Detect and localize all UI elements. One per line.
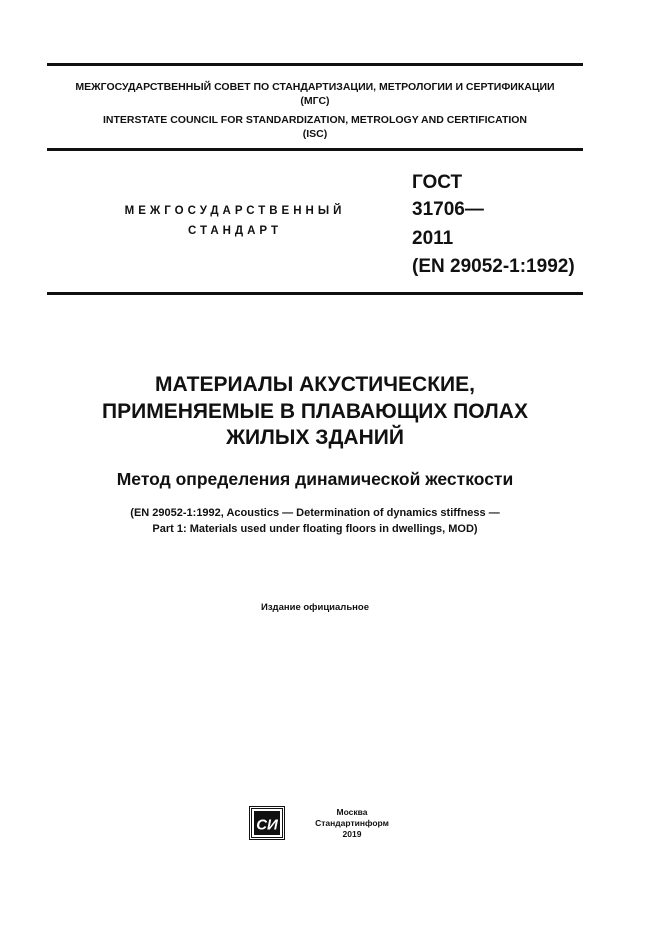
- top-rule: [47, 63, 583, 66]
- title-line-2: ПРИМЕНЯЕМЫЕ В ПЛАВАЮЩИХ ПОЛАХ: [102, 400, 528, 423]
- council-abbr-en: (ISC): [302, 128, 328, 140]
- council-name-en: INTERSTATE COUNCIL FOR STANDARDIZATION, METROLOGY AND CERTIFICATION: [102, 114, 528, 126]
- header-bottom-rule: [47, 148, 583, 151]
- standard-type-line1: МЕЖГОСУДАРСТВЕННЫЙ: [124, 205, 346, 217]
- en-title-line-1: (EN 29052-1:1992, Acoustics — Determination of dynamics stiffness —: [130, 507, 500, 519]
- gost-en-reference: (EN 29052-1:1992): [412, 256, 575, 277]
- council-name-ru: МЕЖГОСУДАРСТВЕННЫЙ СОВЕТ ПО СТАНДАРТИЗАЦИИ, МЕТРОЛОГИИ И СЕРТИФИКАЦИИ: [75, 81, 555, 93]
- en-title-line-2: Part 1: Materials used under floating floors in dwellings, MOD): [152, 523, 478, 535]
- title-line-3: ЖИЛЫХ ЗДАНИЙ: [226, 426, 404, 449]
- gost-number: 31706—: [412, 199, 484, 220]
- title-line-1: МАТЕРИАЛЫ АКУСТИЧЕСКИЕ,: [155, 373, 475, 396]
- gost-year: 2011: [412, 228, 454, 249]
- publication-year: 2019: [342, 829, 362, 839]
- logo-mark: СИ: [256, 816, 278, 834]
- standard-type-line2: СТАНДАРТ: [188, 225, 282, 237]
- publisher-block: [314, 807, 390, 840]
- gost-label: ГОСТ: [412, 172, 463, 193]
- subtitle: Метод определения динамической жесткости: [116, 469, 514, 489]
- council-abbr-ru: (МГС): [300, 95, 330, 107]
- standartinform-logo: [249, 806, 285, 840]
- standard-bottom-rule: [47, 292, 583, 295]
- official-edition-label: Издание официальное: [261, 602, 369, 613]
- publisher-city: Москва: [336, 807, 368, 817]
- publisher-name: Стандартинформ: [315, 818, 389, 828]
